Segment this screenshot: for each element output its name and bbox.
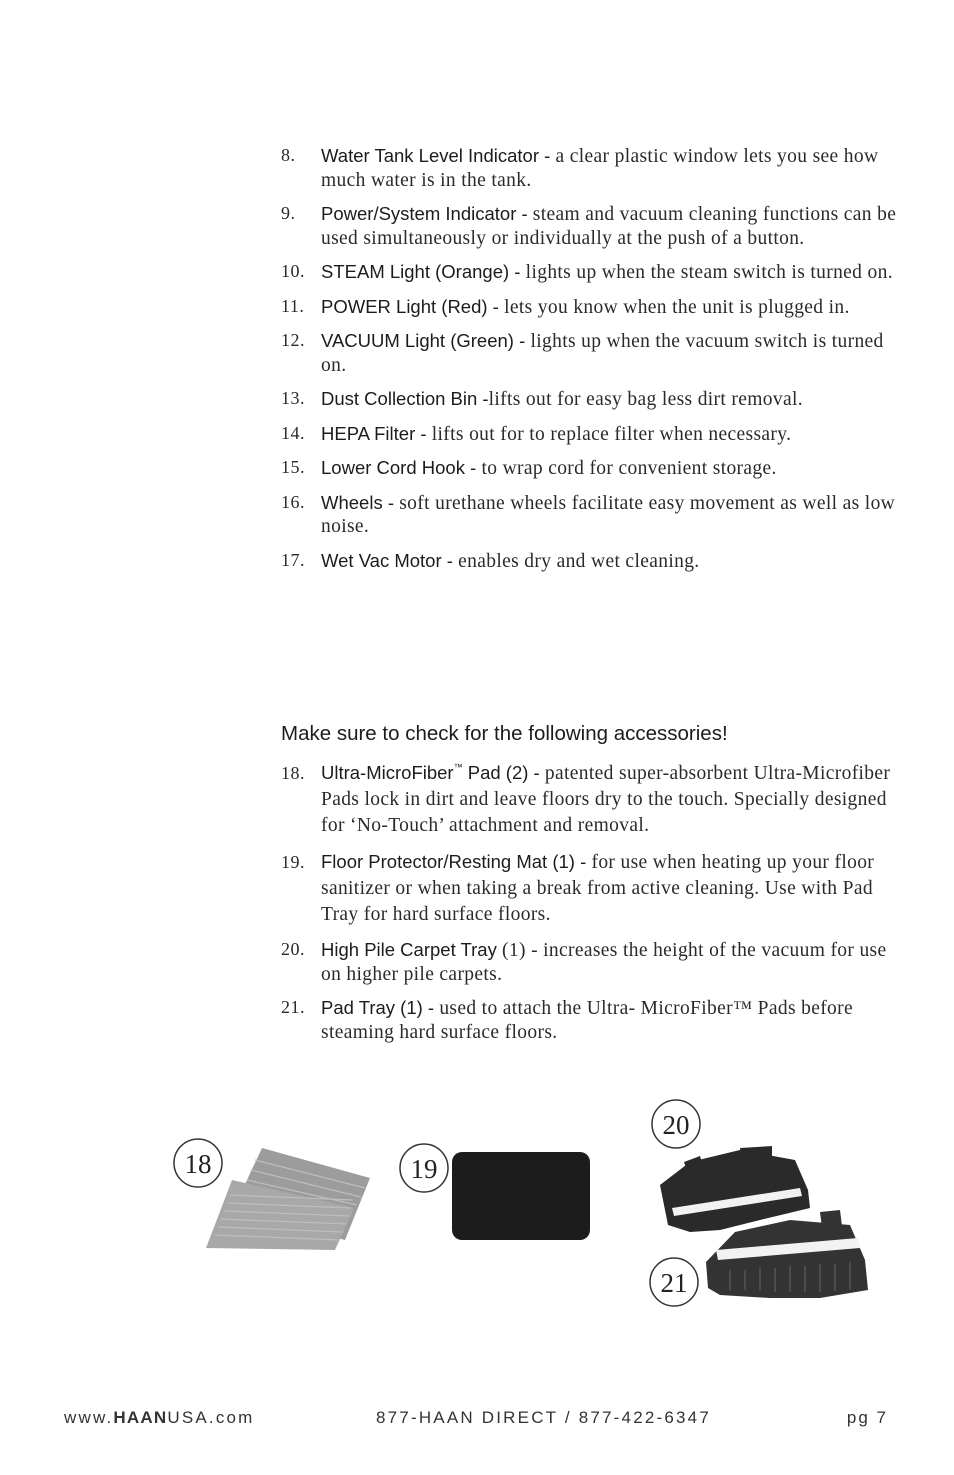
- item-description: a clear plastic window lets you see how much water is in the tank.: [321, 146, 879, 191]
- feature-list: [281, 144, 901, 583]
- item-number: 17.: [281, 549, 305, 570]
- item-description: enables dry and wet cleaning.: [452, 550, 700, 572]
- item-number: 16.: [281, 491, 305, 512]
- list-item: [281, 387, 901, 412]
- list-item: [281, 760, 901, 839]
- item-description: steam and vacuum cleaning functions can be used simultaneously or individually at the push of a button.: [321, 204, 897, 249]
- item-term: Pad Tray (1) -: [321, 997, 435, 1018]
- item-description: lights up when the steam switch is turned on.: [520, 262, 893, 283]
- item-description: to wrap cord for convenient storage.: [476, 458, 777, 479]
- item-term: VACUUM Light (Green) -: [321, 330, 526, 351]
- item-term-suffix: Pad (2) -: [462, 762, 540, 783]
- item-description: for use when heating up your floor sanitizer or when taking a break from active cleaning. Use with Pad Tray for hard surface floors.: [321, 852, 875, 925]
- list-item: [281, 260, 901, 285]
- item-description: lets you know when the unit is plugged in.: [498, 296, 850, 318]
- item-number: 19.: [281, 852, 305, 872]
- item-term: Wheels -: [321, 491, 394, 513]
- item-number: 12.: [281, 330, 305, 350]
- website-link[interactable]: [64, 1408, 255, 1428]
- callout-label-21: 21: [660, 1268, 688, 1298]
- item-number: 15.: [281, 457, 305, 477]
- list-item: [281, 996, 901, 1044]
- list-item: [281, 422, 901, 447]
- item-description: patented super-absorbent Ultra-Microfiber Pads lock in dirt and leave floors dry to the touch. Specially designed for ‘No-Touch’ attachment and removal.: [321, 763, 891, 836]
- url-prefix: www.: [64, 1408, 114, 1427]
- trademark-symbol: ™: [453, 762, 463, 772]
- item-description: lifts out for easy bag less dirt removal.: [488, 389, 803, 410]
- list-item: [281, 491, 901, 539]
- item-number: 14.: [281, 422, 305, 443]
- phone-number: 877-HAAN DIRECT / 877-422-6347: [376, 1408, 711, 1427]
- accessories-heading: Make sure to check for the following accessories!: [281, 722, 728, 745]
- page-number: pg 7: [846, 1408, 888, 1427]
- item-description: (1) - increases the height of the vacuum for use on higher pile carpets.: [321, 940, 887, 985]
- item-term: STEAM Light (Orange) -: [321, 261, 521, 282]
- url-suffix: USA.com: [167, 1408, 255, 1427]
- list-item: [281, 202, 901, 250]
- list-item: [281, 295, 901, 320]
- url-brand: HAAN: [113, 1408, 168, 1427]
- item-description: lights up when the vacuum switch is turned on.: [321, 331, 884, 376]
- list-item: [281, 144, 901, 192]
- item-term: POWER Light (Red) -: [321, 295, 499, 317]
- item-term: Water Tank Level Indicator -: [321, 145, 551, 166]
- list-item: [281, 329, 901, 377]
- item-number: 10.: [281, 261, 305, 281]
- item-term: Wet Vac Motor -: [321, 549, 453, 571]
- item-term: High Pile Carpet Tray: [321, 939, 497, 960]
- item-number: 13.: [281, 388, 305, 408]
- item-number: 18.: [281, 763, 305, 783]
- carpet-tray-image: [660, 1146, 810, 1232]
- list-item: [281, 849, 901, 928]
- list-item: [281, 456, 901, 481]
- item-term: Ultra-MicroFiber: [321, 762, 454, 783]
- item-description: used to attach the Ultra- MicroFiber™ Pads before steaming hard surface floors.: [321, 998, 854, 1043]
- item-number: 11.: [281, 295, 305, 316]
- item-description: lifts out for to replace filter when necessary.: [426, 423, 792, 445]
- microfiber-pads-image: [206, 1148, 370, 1250]
- item-description: soft urethane wheels facilitate easy movement as well as low noise.: [321, 492, 896, 537]
- list-item: [281, 549, 901, 574]
- item-term: Power/System Indicator -: [321, 203, 533, 224]
- item-number: 21.: [281, 997, 305, 1017]
- item-term: HEPA Filter -: [321, 422, 427, 444]
- item-term: Lower Cord Hook -: [321, 457, 477, 478]
- resting-mat-image: [452, 1152, 590, 1240]
- accessory-list: [281, 760, 901, 1054]
- accessory-figures: [0, 1090, 954, 1320]
- item-number: 20.: [281, 939, 305, 959]
- page-footer: [64, 1408, 888, 1430]
- item-term: Floor Protector/Resting Mat (1) -: [321, 851, 587, 872]
- callout-label-20: 20: [662, 1110, 690, 1140]
- callout-label-19: 19: [410, 1154, 438, 1184]
- item-number: 8.: [281, 145, 296, 165]
- item-term: Dust Collection Bin -: [321, 388, 489, 409]
- item-number: 9.: [281, 203, 296, 223]
- callout-label-18: 18: [184, 1149, 212, 1179]
- list-item: [281, 938, 901, 986]
